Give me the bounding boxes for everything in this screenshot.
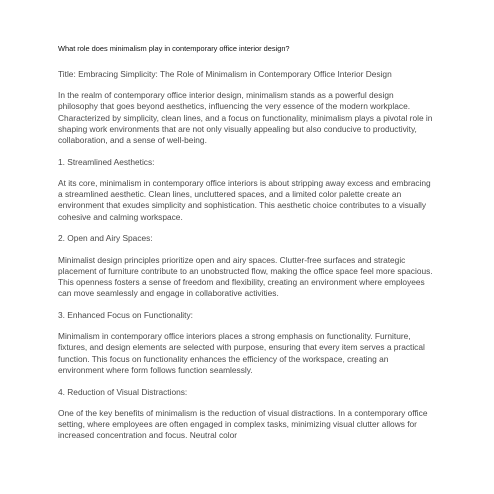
section-body-1: At its core, minimalism in contemporary office interiors is about stripping away excess and embracing a streamlined aesthetic. Clean lines, uncluttered spaces, and a limited color palette create an environment that exudes simplicity and sophistication. This aesthetic choice contributes to a visually cohesive and calming workspace.: [58, 178, 431, 222]
section-body-3: Minimalism in contemporary office interiors places a strong emphasis on functionality. Furniture, fixtures, and design elements are selected with purpose, ensuring that every item serves a practical function. This focus on functionality enhances the efficiency of the workspace, creating an environment where form follows function seamlessly.: [58, 331, 425, 375]
section-heading-2: 2. Open and Airy Spaces:: [58, 233, 153, 244]
section-body-2: Minimalist design principles prioritize open and airy spaces. Clutter-free surfaces and strategic placement of furniture contribute to an unobstructed flow, making the office space feel more spacious. This openness fosters a sense of freedom and flexibility, creating an environment where employees can move seamlessly and engage in collaborative activities.: [58, 254, 433, 299]
intro-paragraph: In the realm of contemporary office interior design, minimalism stands as a powerful design philosophy that goes beyond aesthetics, influencing the very essence of the modern workplace. Characterized by simplicity, clean lines, and a focus on functionality, minimalism plays a pivotal role in shaping work environments that are not only visually appealing but also conducive to productivity, collaboration, and a sense of well-being.: [58, 90, 433, 146]
question-text: What role does minimalism play in contemporary office interior design?: [58, 44, 290, 53]
section-heading-3: 3. Enhanced Focus on Functionality:: [58, 310, 193, 321]
section-heading-1: 1. Streamlined Aesthetics:: [58, 156, 155, 167]
article-body: [58, 69, 434, 452]
section-heading-4: 4. Reduction of Visual Distractions:: [58, 386, 188, 397]
article-title: Title: Embracing Simplicity: The Role of Minimalism in Contemporary Office Interior Design: [58, 69, 392, 79]
section-body-4: One of the key benefits of minimalism is the reduction of visual distractions. In a contemporary office setting, where employees are often engaged in complex tasks, minimizing visual clutter allows for increased concentration and focus. Neutral color: [58, 407, 428, 441]
